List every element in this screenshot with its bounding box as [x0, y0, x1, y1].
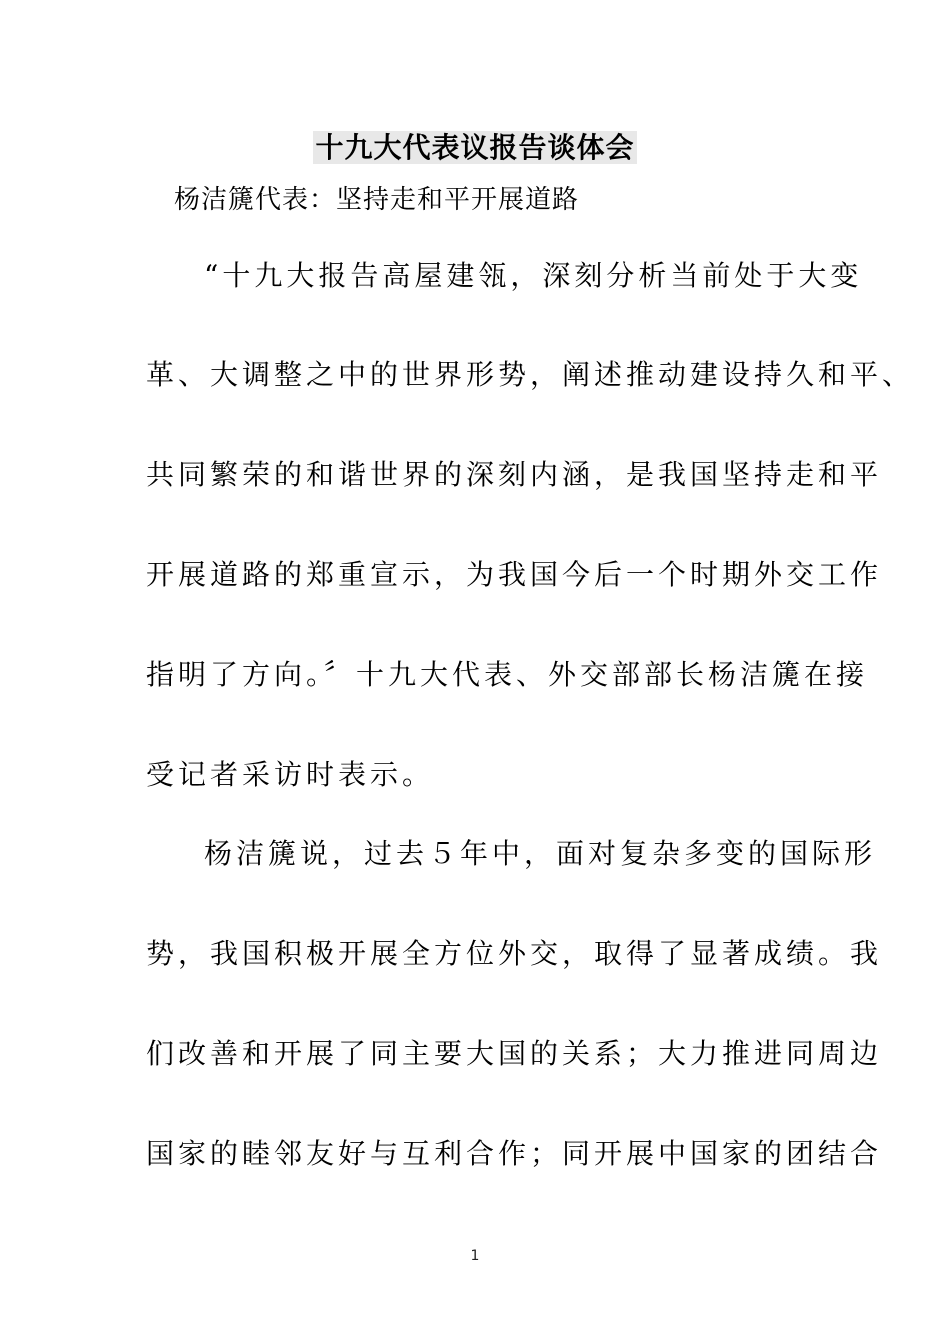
paragraph-line: “十九大报告高屋建瓴，深刻分析当前处于大变: [204, 259, 863, 292]
document-subtitle: 杨洁篪代表：坚持走和平开展道路: [174, 185, 580, 215]
paragraph-line: 开展道路的郑重宣示，为我国今后一个时期外交工作: [146, 558, 883, 591]
paragraph-line: 革、大调整之中的世界形势，阐述推动建设持久和平、: [146, 358, 915, 391]
paragraph-line: 指明了方向。〞十九大代表、外交部部长杨洁篪在接: [146, 658, 869, 691]
document-title-text: 十九大代表议报告谈体会: [315, 131, 635, 164]
document-title: [0, 128, 950, 168]
paragraph-line: 们改善和开展了同主要大国的关系；大力推进同周边: [146, 1037, 883, 1070]
paragraph-line: 国家的睦邻友好与互利合作；同开展中国家的团结合: [146, 1137, 883, 1170]
paragraph-line: 受记者采访时表示。: [146, 758, 435, 791]
paragraph-line: 势，我国积极开展全方位外交，取得了显著成绩。我: [146, 937, 883, 970]
paragraph-line: 共同繁荣的和谐世界的深刻内涵，是我国坚持走和平: [146, 458, 883, 491]
paragraph-line: 杨洁篪说，过去５年中，面对复杂多变的国际形: [204, 837, 877, 870]
page-number: 1: [470, 1248, 480, 1264]
